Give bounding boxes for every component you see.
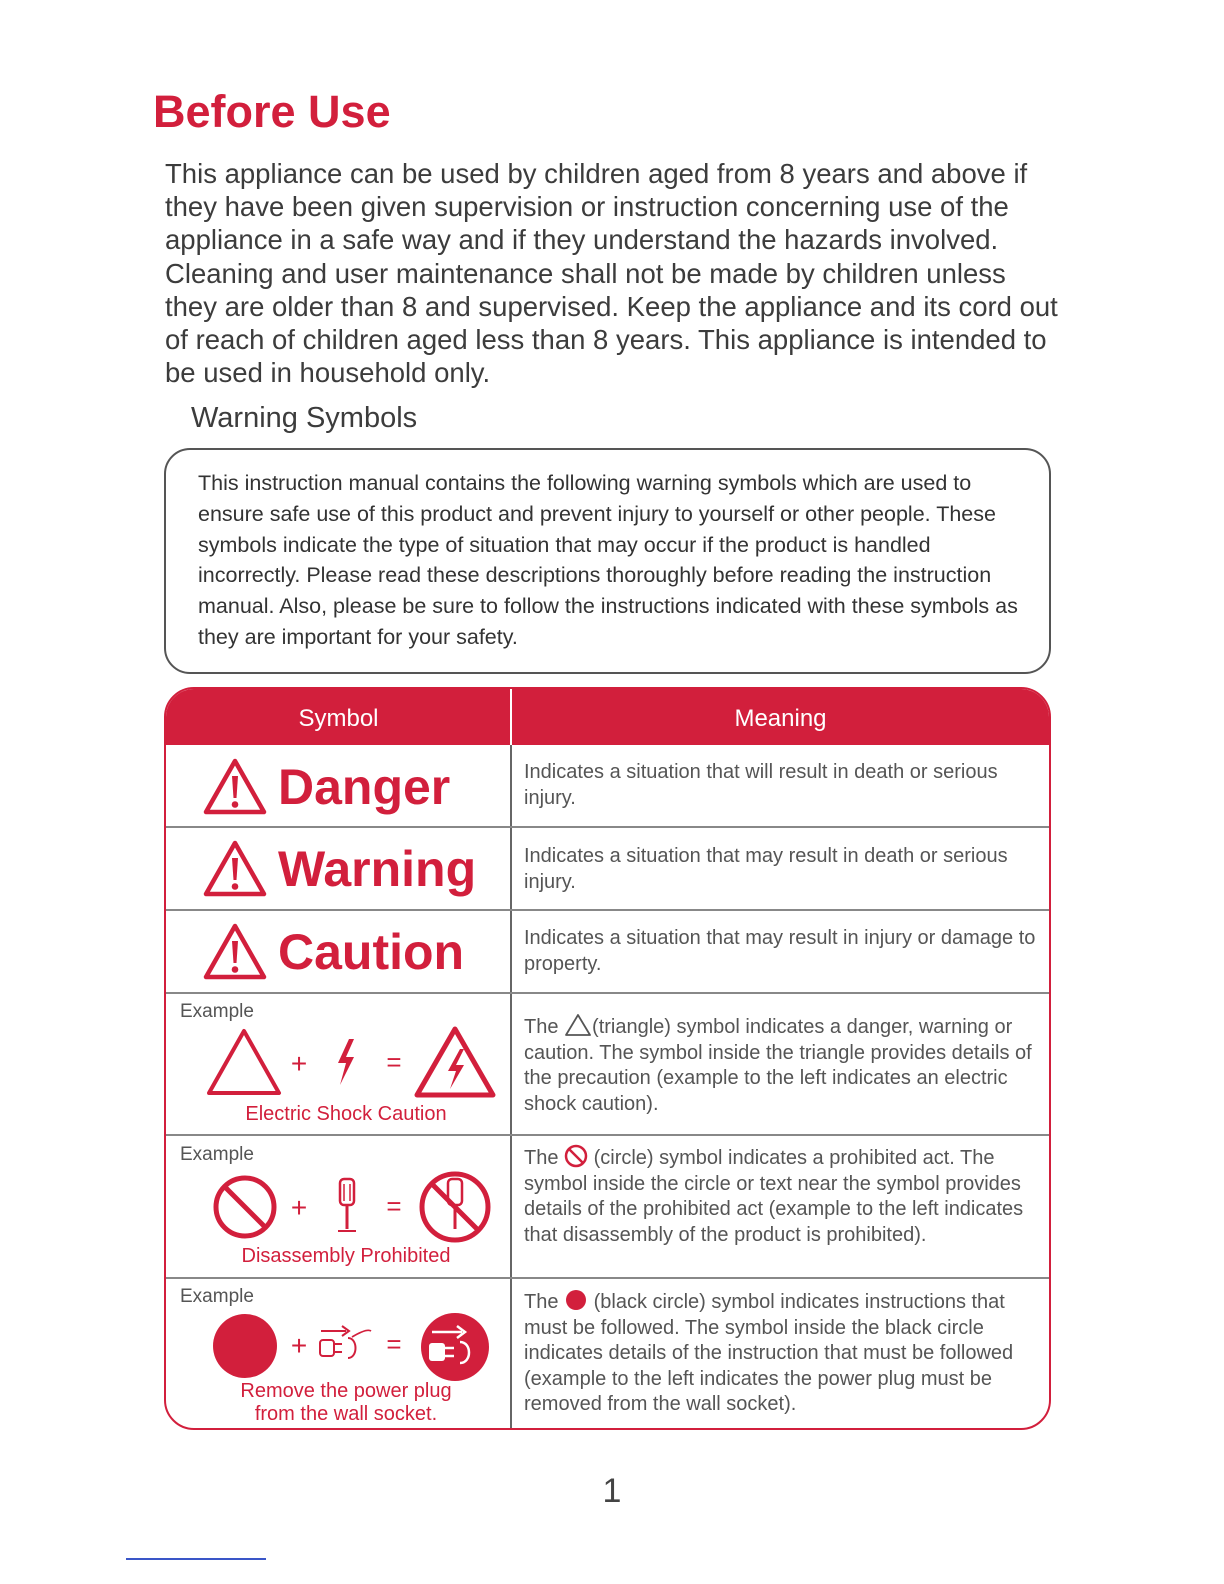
plus-sign: + xyxy=(290,1330,308,1361)
equals-sign: = xyxy=(386,1047,402,1077)
meaning-text: (triangle) symbol indicates a danger, warning or caution. The symbol inside the triangle provides details of the precaution (example to the left indicates an electric shock caution). xyxy=(524,1016,1032,1115)
example-caption: Electric Shock Caution xyxy=(245,1103,447,1125)
symbols-table xyxy=(164,687,1051,1430)
caution-label: Caution xyxy=(278,923,465,980)
caution-symbol xyxy=(202,911,464,992)
page-number: 1 xyxy=(602,1472,622,1510)
header-meaning: Meaning xyxy=(734,705,827,732)
table-row-danger xyxy=(166,745,510,828)
plus-sign: + xyxy=(290,1192,308,1223)
notice-text: This instruction manual contains the following warning symbols which are used to ensure safe use of this product and prevent injury to yourself or other people. These symbols indicate the type of situation that may occur if the product is handled incorrectly. Please read these descriptions thoroughly before reading the instruction manual. Also, please be sure to follow the instructions indicated with these symbols as they are important for your safety. xyxy=(198,471,1018,649)
danger-symbol xyxy=(202,745,450,828)
caution-meaning: Indicates a situation that may result in injury or damage to property. xyxy=(524,927,1036,975)
warning-meaning: Indicates a situation that may result in death or serious injury. xyxy=(524,845,1008,893)
equals-sign: = xyxy=(386,1329,402,1359)
example-label: Example xyxy=(180,1001,254,1022)
row-divider xyxy=(166,1277,1049,1279)
example-mandatory-equation xyxy=(166,1307,510,1387)
warning-triangle-icon xyxy=(202,922,268,982)
meaning-prefix: The xyxy=(524,1147,559,1169)
equals-sign: = xyxy=(386,1191,402,1221)
meaning-prefix: The xyxy=(524,1291,559,1313)
example-prohibited-equation xyxy=(166,1167,510,1247)
meaning-text: (circle) symbol indicates a prohibited act. The symbol inside the circle or text near the symbol provides details of the prohibited act (example to the left indicates that disassembly of the product is prohibited). xyxy=(524,1147,1024,1246)
example-caption-line2: from the wall socket. xyxy=(254,1403,438,1425)
example-caption: Disassembly Prohibited xyxy=(241,1245,451,1267)
warning-triangle-icon xyxy=(202,757,268,817)
triangle-meaning xyxy=(524,1013,1039,1117)
circle-meaning xyxy=(524,1144,1039,1248)
table-header xyxy=(166,689,1049,745)
page-title: Before Use xyxy=(153,86,391,137)
table-row-caution xyxy=(166,911,510,992)
table-row-warning xyxy=(166,828,510,910)
disassembly-prohibited-icon xyxy=(166,1167,510,1247)
section-heading: Warning Symbols xyxy=(191,402,418,434)
row-divider xyxy=(166,992,1049,994)
example-caption-line1: Remove the power plug xyxy=(240,1380,452,1402)
black-circle-meaning xyxy=(524,1288,1039,1418)
danger-meaning: Indicates a situation that will result in death or serious injury. xyxy=(524,761,998,809)
meaning-text: (black circle) symbol indicates instructions that must be followed. The symbol inside the black circle indicates details of the instruction that must be followed (example to the left indicates the power plug must be removed from the wall socket). xyxy=(524,1291,1014,1416)
example-label: Example xyxy=(180,1144,254,1165)
warning-triangle-icon xyxy=(202,839,268,899)
intro-paragraph: This appliance can be used by children aged from 8 years and above if they have been given supervision or instruction concerning use of the appliance in a safe way and if they understand the hazards involved. Cleaning and user maintenance shall not be made by children unless they are older than 8 and supervised. Keep the appliance and its cord out of reach of children aged less than 8 years. This appliance is intended to be used in household only. xyxy=(165,158,1058,389)
plus-sign: + xyxy=(290,1048,308,1079)
warning-label: Warning xyxy=(278,841,477,897)
mandatory-circle-icon xyxy=(564,1288,588,1312)
meaning-prefix: The xyxy=(524,1016,559,1038)
header-divider xyxy=(510,689,512,745)
header-symbol: Symbol xyxy=(298,705,379,732)
row-divider xyxy=(166,1134,1049,1136)
footer-rule xyxy=(126,1558,266,1560)
electric-shock-caution-icon xyxy=(166,1023,510,1103)
warning-symbol xyxy=(202,828,476,910)
example-triangle-equation xyxy=(166,1023,510,1103)
example-label: Example xyxy=(180,1286,254,1307)
notice-box xyxy=(164,448,1051,674)
danger-label: Danger xyxy=(278,758,451,815)
unplug-icon xyxy=(166,1307,510,1387)
prohibition-icon xyxy=(564,1144,588,1168)
column-divider xyxy=(510,745,512,1430)
triangle-icon xyxy=(564,1013,592,1037)
